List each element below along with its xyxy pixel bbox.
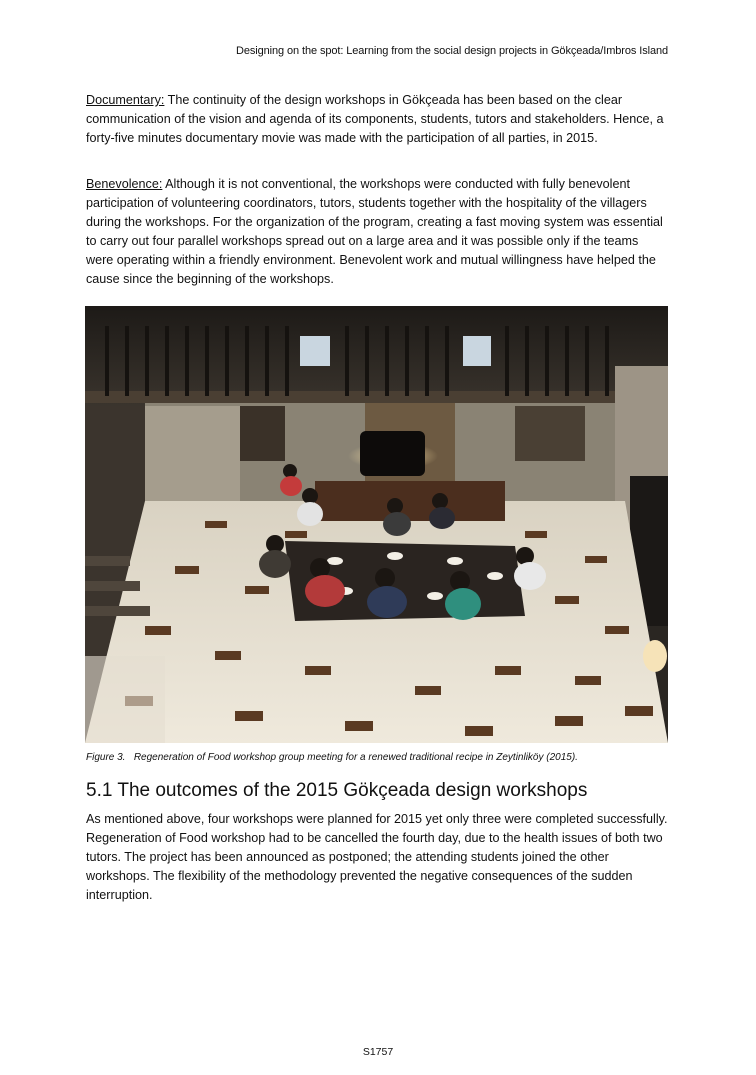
page-number: S1757 <box>362 1046 394 1058</box>
paragraph-documentary <box>86 91 668 148</box>
workshop-photo-illustration <box>85 306 668 743</box>
caption-label: Figure 3. <box>86 752 126 763</box>
benevolence-text: Although it is not conventional, the workshops were conducted with fully benevolent participation of volunteering coordinators, tutors, students together with the hospitality of the villagers during the workshops. For the organization of the program, creating a fast moving system was essential to carry out four parallel workshops spread out on a large area and it was possible only if the teams were operating within a friendly environment. Benevolent work and mutual willingness have helped the cause since the beginning of the workshops. <box>86 177 663 286</box>
paragraph-benevolence <box>86 175 668 289</box>
paragraph-outcomes: As mentioned above, four workshops were planned for 2015 yet only three were completed successfully. Regeneration of Food workshop had to be cancelled the fourth day, due to the health issues of both two tutors. The project has been announced as postponed; the attending students joined the other workshops. The flexibility of the methodology prevented the negative consequences of the sudden interruption. <box>86 812 668 902</box>
section-heading: 5.1 The outcomes of the 2015 Gökçeada design workshops <box>86 780 588 801</box>
figure-photo <box>85 306 668 743</box>
documentary-text: The continuity of the design workshops in Gökçeada has been based on the clear communication of the vision and agenda of its components, students, tutors and stakeholders. Hence, a forty-five minutes documentary movie was made with the participation of all parties, in 2015. <box>86 93 664 145</box>
term-documentary: Documentary: <box>86 93 165 107</box>
caption-text: Regeneration of Food workshop group meeting for a renewed traditional recipe in Zeytinliköy (2015). <box>133 752 578 763</box>
figure-caption <box>86 752 668 763</box>
running-header: Designing on the spot: Learning from the social design projects in Gökçeada/Imbros Island <box>236 45 668 57</box>
term-benevolence: Benevolence: <box>86 177 163 191</box>
